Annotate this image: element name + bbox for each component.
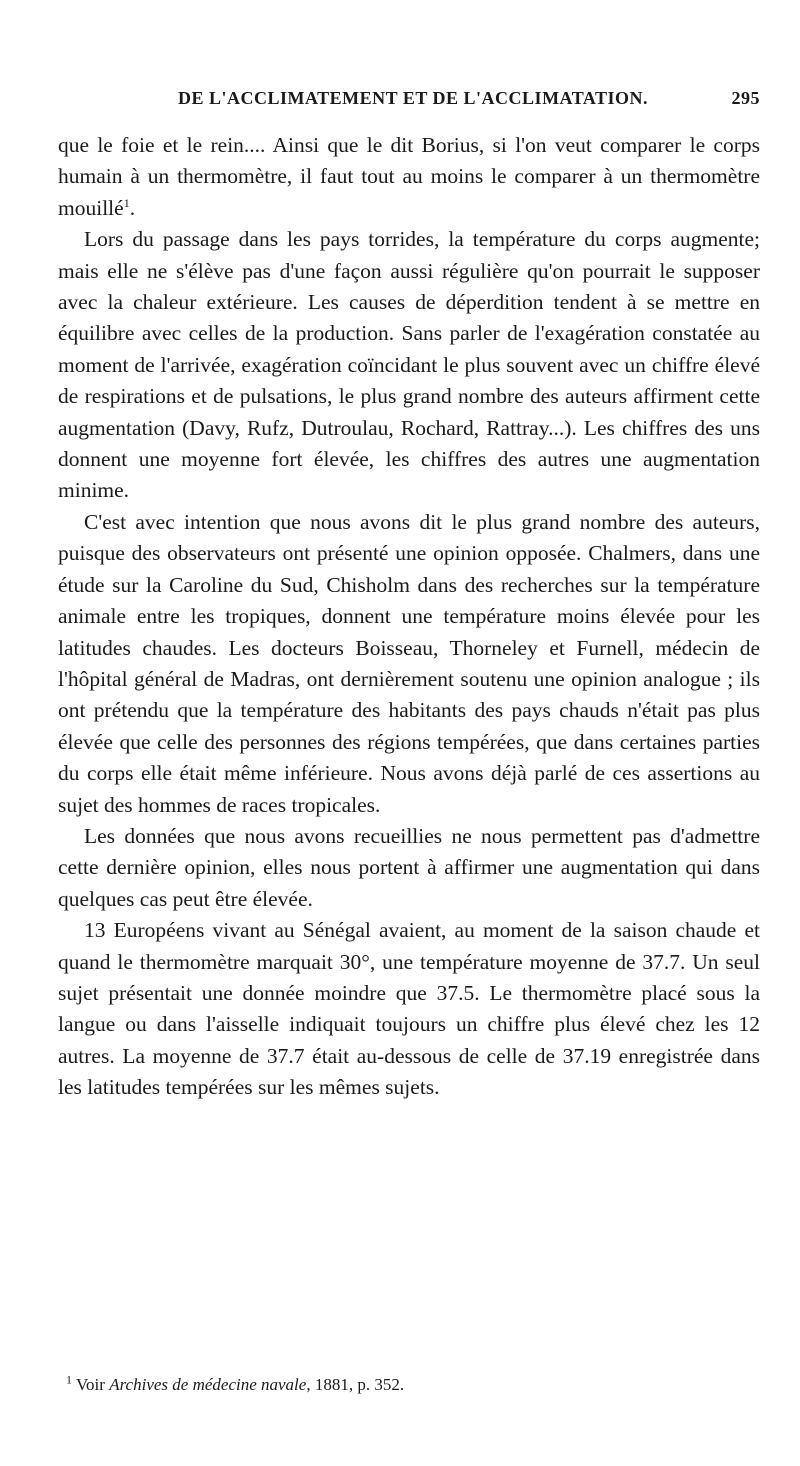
footnote-marker: 1 [66,1372,72,1387]
paragraph-1-end: . [129,195,136,220]
footnote [66,1374,760,1396]
running-title: DE L'ACCLIMATEMENT ET DE L'ACCLIMATATION. [178,88,649,108]
paragraph-5: 13 Européens vivant au Sénégal avaient, au moment de la saison chaude et quand le thermomètre marquait 30°, une température moyenne de 37.7. Un seul sujet présentait une donnée moindre que 37.5. Le thermomètre placé sous la langue ou dans l'aisselle indiquait toujours un chiffre plus élevé chez les 12 autres. La moyenne de 37.7 était au-dessous de celle de 37.19 enregistrée dans les latitudes tempérées sur les mêmes sujets. [58,918,760,1100]
footnote-prefix: Voir [75,1375,105,1394]
paragraph-1 [58,130,760,224]
paragraph-2: Lors du passage dans les pays torrides, la température du corps augmente; mais elle ne s'élève pas d'une façon aussi régulière qu'on pourrait le supposer avec la chaleur extérieure. Les causes de déperdition tendent à se mettre en équilibre avec celles de la production. Sans parler de l'exagération constatée au moment de l'arrivée, exagération coïncidant le plus souvent avec un chiffre élevé de respirations et de pulsations, le plus grand nombre des auteurs affirment cette augmentation (Davy, Rufz, Dutroulau, Rochard, Rattray...). Les chiffres des uns donnent une moyenne fort élevée, les chiffres des autres une augmentation minime. [58,227,760,503]
page-number: 295 [731,88,760,108]
page-header [58,88,760,118]
paragraph-3: C'est avec intention que nous avons dit le plus grand nombre des auteurs, puisque des observateurs ont présenté une opinion opposée. Chalmers, dans une étude sur la Caroline du Sud, Chisholm dans des recherches sur la température animale entre les tropiques, donnent une température moins élevée pour les latitudes chaudes. Les docteurs Boisseau, Thorneley et Furnell, médecin de l'hôpital général de Madras, ont dernièrement soutenu une opinion analogue ; ils ont prétendu que la température des habitants des pays chauds n'était pas plus élevée que celle des personnes des régions tempérées, que dans certaines parties du corps elle était même inférieure. Nous avons déjà parlé de ces assertions au sujet des hommes de races tropicales. [58,509,760,817]
footnote-citation: , 1881, p. 352. [306,1375,405,1394]
footnote-reference: 1 [123,195,130,210]
paragraph-4: Les données que nous avons recueillies ne nous permettent pas d'admettre cette dernière opinion, elles nous portent à affirmer une augmentation qui dans quelques cas peut être élevée. [58,823,760,911]
paragraph-1-text: que le foie et le rein.... Ainsi que le dit Borius, si l'on veut comparer le corps humain à un thermomètre, il faut tout au moins le comparer à un thermomètre mouillé [58,133,760,220]
body-text [58,130,760,1104]
footnote-journal-title: Archives de médecine navale [109,1375,307,1394]
